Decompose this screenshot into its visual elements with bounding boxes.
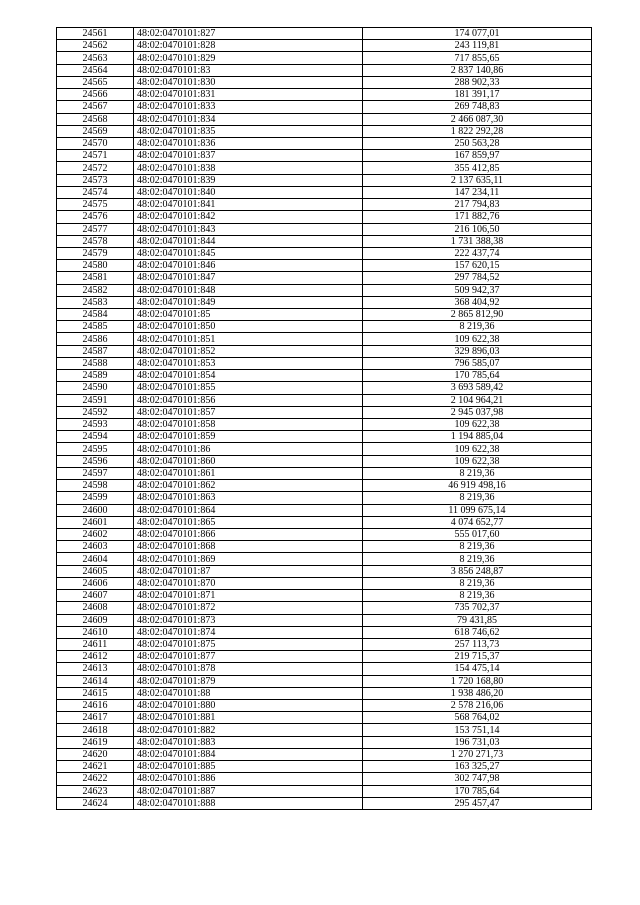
cadastral-number-cell: 48:02:0470101:852 bbox=[134, 345, 363, 357]
table-row bbox=[57, 101, 592, 113]
cadastral-number-cell: 48:02:0470101:856 bbox=[134, 394, 363, 406]
cadastral-value-cell: 2 865 812,90 bbox=[363, 309, 592, 321]
cadastral-value-cell: 1 938 486,20 bbox=[363, 687, 592, 699]
cadastral-number-cell: 48:02:0470101:880 bbox=[134, 700, 363, 712]
row-number-cell: 24578 bbox=[57, 235, 134, 247]
cadastral-number-cell: 48:02:0470101:86 bbox=[134, 443, 363, 455]
cadastral-number-cell: 48:02:0470101:863 bbox=[134, 492, 363, 504]
table-row bbox=[57, 651, 592, 663]
cadastral-value-cell: 216 106,50 bbox=[363, 223, 592, 235]
cadastral-number-cell: 48:02:0470101:840 bbox=[134, 186, 363, 198]
table-row bbox=[57, 174, 592, 186]
cadastral-value-cell: 8 219,36 bbox=[363, 553, 592, 565]
table-row bbox=[57, 345, 592, 357]
table-row bbox=[57, 419, 592, 431]
table-row bbox=[57, 443, 592, 455]
table-body bbox=[57, 28, 592, 810]
cadastral-number-cell: 48:02:0470101:839 bbox=[134, 174, 363, 186]
cadastral-value-table bbox=[56, 27, 592, 810]
table-row bbox=[57, 724, 592, 736]
cadastral-number-cell: 48:02:0470101:827 bbox=[134, 28, 363, 40]
cadastral-value-cell: 1 731 388,38 bbox=[363, 235, 592, 247]
table-row bbox=[57, 333, 592, 345]
table-row bbox=[57, 687, 592, 699]
cadastral-value-cell: 196 731,03 bbox=[363, 736, 592, 748]
cadastral-value-cell: 109 622,38 bbox=[363, 419, 592, 431]
table-row bbox=[57, 504, 592, 516]
table-row bbox=[57, 638, 592, 650]
row-number-cell: 24575 bbox=[57, 199, 134, 211]
cadastral-value-cell: 297 784,52 bbox=[363, 272, 592, 284]
table-row bbox=[57, 590, 592, 602]
table-row bbox=[57, 309, 592, 321]
cadastral-number-cell: 48:02:0470101:846 bbox=[134, 260, 363, 272]
cadastral-number-cell: 48:02:0470101:87 bbox=[134, 565, 363, 577]
cadastral-number-cell: 48:02:0470101:844 bbox=[134, 235, 363, 247]
cadastral-value-cell: 3 693 589,42 bbox=[363, 382, 592, 394]
table-row bbox=[57, 736, 592, 748]
row-number-cell: 24592 bbox=[57, 406, 134, 418]
table-row bbox=[57, 565, 592, 577]
row-number-cell: 24594 bbox=[57, 431, 134, 443]
cadastral-number-cell: 48:02:0470101:874 bbox=[134, 626, 363, 638]
table-row bbox=[57, 614, 592, 626]
cadastral-number-cell: 48:02:0470101:833 bbox=[134, 101, 363, 113]
row-number-cell: 24579 bbox=[57, 247, 134, 259]
row-number-cell: 24570 bbox=[57, 137, 134, 149]
cadastral-value-cell: 2 945 037,98 bbox=[363, 406, 592, 418]
row-number-cell: 24589 bbox=[57, 370, 134, 382]
row-number-cell: 24577 bbox=[57, 223, 134, 235]
cadastral-value-cell: 46 919 498,16 bbox=[363, 480, 592, 492]
table-row bbox=[57, 528, 592, 540]
cadastral-value-cell: 79 431,85 bbox=[363, 614, 592, 626]
cadastral-number-cell: 48:02:0470101:828 bbox=[134, 40, 363, 52]
cadastral-number-cell: 48:02:0470101:861 bbox=[134, 467, 363, 479]
row-number-cell: 24569 bbox=[57, 125, 134, 137]
row-number-cell: 24613 bbox=[57, 663, 134, 675]
cadastral-number-cell: 48:02:0470101:85 bbox=[134, 309, 363, 321]
cadastral-number-cell: 48:02:0470101:868 bbox=[134, 541, 363, 553]
row-number-cell: 24619 bbox=[57, 736, 134, 748]
cadastral-value-cell: 8 219,36 bbox=[363, 492, 592, 504]
cadastral-value-cell: 269 748,83 bbox=[363, 101, 592, 113]
table-row bbox=[57, 516, 592, 528]
table-row bbox=[57, 431, 592, 443]
cadastral-value-cell: 2 104 964,21 bbox=[363, 394, 592, 406]
cadastral-value-cell: 555 017,60 bbox=[363, 528, 592, 540]
cadastral-value-cell: 568 764,02 bbox=[363, 712, 592, 724]
row-number-cell: 24602 bbox=[57, 528, 134, 540]
row-number-cell: 24563 bbox=[57, 52, 134, 64]
row-number-cell: 24595 bbox=[57, 443, 134, 455]
row-number-cell: 24598 bbox=[57, 480, 134, 492]
row-number-cell: 24620 bbox=[57, 748, 134, 760]
cadastral-number-cell: 48:02:0470101:881 bbox=[134, 712, 363, 724]
row-number-cell: 24584 bbox=[57, 309, 134, 321]
cadastral-value-cell: 8 219,36 bbox=[363, 577, 592, 589]
cadastral-number-cell: 48:02:0470101:864 bbox=[134, 504, 363, 516]
cadastral-number-cell: 48:02:0470101:858 bbox=[134, 419, 363, 431]
table-row bbox=[57, 321, 592, 333]
cadastral-value-cell: 170 785,64 bbox=[363, 785, 592, 797]
cadastral-number-cell: 48:02:0470101:878 bbox=[134, 663, 363, 675]
table-row bbox=[57, 199, 592, 211]
row-number-cell: 24604 bbox=[57, 553, 134, 565]
cadastral-value-cell: 157 620,15 bbox=[363, 260, 592, 272]
row-number-cell: 24586 bbox=[57, 333, 134, 345]
cadastral-value-cell: 1 822 292,28 bbox=[363, 125, 592, 137]
row-number-cell: 24591 bbox=[57, 394, 134, 406]
table-row bbox=[57, 162, 592, 174]
cadastral-number-cell: 48:02:0470101:830 bbox=[134, 76, 363, 88]
table-row bbox=[57, 247, 592, 259]
cadastral-number-cell: 48:02:0470101:866 bbox=[134, 528, 363, 540]
cadastral-number-cell: 48:02:0470101:871 bbox=[134, 590, 363, 602]
cadastral-value-cell: 735 702,37 bbox=[363, 602, 592, 614]
cadastral-value-cell: 250 563,28 bbox=[363, 137, 592, 149]
table-row bbox=[57, 541, 592, 553]
cadastral-number-cell: 48:02:0470101:862 bbox=[134, 480, 363, 492]
row-number-cell: 24618 bbox=[57, 724, 134, 736]
cadastral-value-cell: 329 896,03 bbox=[363, 345, 592, 357]
row-number-cell: 24617 bbox=[57, 712, 134, 724]
cadastral-value-cell: 2 837 140,86 bbox=[363, 64, 592, 76]
table-row bbox=[57, 211, 592, 223]
cadastral-number-cell: 48:02:0470101:885 bbox=[134, 761, 363, 773]
cadastral-value-cell: 163 325,27 bbox=[363, 761, 592, 773]
row-number-cell: 24588 bbox=[57, 357, 134, 369]
cadastral-number-cell: 48:02:0470101:83 bbox=[134, 64, 363, 76]
table-row bbox=[57, 773, 592, 785]
cadastral-number-cell: 48:02:0470101:888 bbox=[134, 797, 363, 809]
cadastral-number-cell: 48:02:0470101:834 bbox=[134, 113, 363, 125]
cadastral-value-cell: 11 099 675,14 bbox=[363, 504, 592, 516]
cadastral-number-cell: 48:02:0470101:842 bbox=[134, 211, 363, 223]
row-number-cell: 24597 bbox=[57, 467, 134, 479]
cadastral-value-cell: 368 404,92 bbox=[363, 296, 592, 308]
cadastral-value-cell: 288 902,33 bbox=[363, 76, 592, 88]
table-row bbox=[57, 480, 592, 492]
table-row bbox=[57, 797, 592, 809]
cadastral-value-cell: 1 720 168,80 bbox=[363, 675, 592, 687]
cadastral-number-cell: 48:02:0470101:884 bbox=[134, 748, 363, 760]
row-number-cell: 24623 bbox=[57, 785, 134, 797]
cadastral-value-cell: 1 270 271,73 bbox=[363, 748, 592, 760]
table-row bbox=[57, 602, 592, 614]
cadastral-number-cell: 48:02:0470101:831 bbox=[134, 89, 363, 101]
table-row bbox=[57, 785, 592, 797]
cadastral-number-cell: 48:02:0470101:848 bbox=[134, 284, 363, 296]
row-number-cell: 24571 bbox=[57, 150, 134, 162]
cadastral-value-cell: 257 113,73 bbox=[363, 638, 592, 650]
row-number-cell: 24587 bbox=[57, 345, 134, 357]
row-number-cell: 24593 bbox=[57, 419, 134, 431]
cadastral-number-cell: 48:02:0470101:859 bbox=[134, 431, 363, 443]
table-row bbox=[57, 137, 592, 149]
row-number-cell: 24609 bbox=[57, 614, 134, 626]
row-number-cell: 24603 bbox=[57, 541, 134, 553]
cadastral-value-cell: 1 194 885,04 bbox=[363, 431, 592, 443]
cadastral-value-cell: 171 882,76 bbox=[363, 211, 592, 223]
cadastral-number-cell: 48:02:0470101:836 bbox=[134, 137, 363, 149]
cadastral-number-cell: 48:02:0470101:843 bbox=[134, 223, 363, 235]
row-number-cell: 24582 bbox=[57, 284, 134, 296]
cadastral-number-cell: 48:02:0470101:838 bbox=[134, 162, 363, 174]
cadastral-value-cell: 153 751,14 bbox=[363, 724, 592, 736]
cadastral-number-cell: 48:02:0470101:850 bbox=[134, 321, 363, 333]
cadastral-value-cell: 8 219,36 bbox=[363, 590, 592, 602]
cadastral-number-cell: 48:02:0470101:865 bbox=[134, 516, 363, 528]
table-row bbox=[57, 357, 592, 369]
row-number-cell: 24600 bbox=[57, 504, 134, 516]
table-row bbox=[57, 370, 592, 382]
cadastral-value-cell: 509 942,37 bbox=[363, 284, 592, 296]
cadastral-number-cell: 48:02:0470101:829 bbox=[134, 52, 363, 64]
row-number-cell: 24622 bbox=[57, 773, 134, 785]
table-row bbox=[57, 125, 592, 137]
row-number-cell: 24611 bbox=[57, 638, 134, 650]
cadastral-number-cell: 48:02:0470101:835 bbox=[134, 125, 363, 137]
table-row bbox=[57, 675, 592, 687]
row-number-cell: 24564 bbox=[57, 64, 134, 76]
cadastral-number-cell: 48:02:0470101:870 bbox=[134, 577, 363, 589]
cadastral-value-cell: 2 466 087,30 bbox=[363, 113, 592, 125]
row-number-cell: 24615 bbox=[57, 687, 134, 699]
cadastral-value-cell: 109 622,38 bbox=[363, 455, 592, 467]
row-number-cell: 24568 bbox=[57, 113, 134, 125]
row-number-cell: 24624 bbox=[57, 797, 134, 809]
table-row bbox=[57, 467, 592, 479]
cadastral-value-cell: 170 785,64 bbox=[363, 370, 592, 382]
row-number-cell: 24574 bbox=[57, 186, 134, 198]
cadastral-number-cell: 48:02:0470101:882 bbox=[134, 724, 363, 736]
cadastral-number-cell: 48:02:0470101:883 bbox=[134, 736, 363, 748]
cadastral-value-cell: 109 622,38 bbox=[363, 443, 592, 455]
cadastral-value-cell: 717 855,65 bbox=[363, 52, 592, 64]
cadastral-value-cell: 154 475,14 bbox=[363, 663, 592, 675]
table-row bbox=[57, 700, 592, 712]
cadastral-value-cell: 618 746,62 bbox=[363, 626, 592, 638]
table-row bbox=[57, 223, 592, 235]
cadastral-value-cell: 181 391,17 bbox=[363, 89, 592, 101]
cadastral-number-cell: 48:02:0470101:845 bbox=[134, 247, 363, 259]
cadastral-value-cell: 109 622,38 bbox=[363, 333, 592, 345]
table-row bbox=[57, 186, 592, 198]
table-row bbox=[57, 712, 592, 724]
row-number-cell: 24606 bbox=[57, 577, 134, 589]
table-row bbox=[57, 40, 592, 52]
cadastral-number-cell: 48:02:0470101:860 bbox=[134, 455, 363, 467]
table-row bbox=[57, 284, 592, 296]
row-number-cell: 24608 bbox=[57, 602, 134, 614]
cadastral-number-cell: 48:02:0470101:837 bbox=[134, 150, 363, 162]
cadastral-value-cell: 243 119,81 bbox=[363, 40, 592, 52]
row-number-cell: 24610 bbox=[57, 626, 134, 638]
table-row bbox=[57, 296, 592, 308]
cadastral-number-cell: 48:02:0470101:841 bbox=[134, 199, 363, 211]
row-number-cell: 24605 bbox=[57, 565, 134, 577]
cadastral-value-cell: 174 077,01 bbox=[363, 28, 592, 40]
row-number-cell: 24572 bbox=[57, 162, 134, 174]
cadastral-value-cell: 355 412,85 bbox=[363, 162, 592, 174]
cadastral-value-cell: 2 578 216,06 bbox=[363, 700, 592, 712]
cadastral-number-cell: 48:02:0470101:854 bbox=[134, 370, 363, 382]
table-row bbox=[57, 455, 592, 467]
table-row bbox=[57, 89, 592, 101]
cadastral-value-cell: 219 715,37 bbox=[363, 651, 592, 663]
row-number-cell: 24567 bbox=[57, 101, 134, 113]
table-row bbox=[57, 76, 592, 88]
cadastral-number-cell: 48:02:0470101:887 bbox=[134, 785, 363, 797]
row-number-cell: 24573 bbox=[57, 174, 134, 186]
cadastral-number-cell: 48:02:0470101:851 bbox=[134, 333, 363, 345]
row-number-cell: 24581 bbox=[57, 272, 134, 284]
cadastral-value-cell: 2 137 635,11 bbox=[363, 174, 592, 186]
cadastral-value-cell: 796 585,07 bbox=[363, 357, 592, 369]
cadastral-number-cell: 48:02:0470101:855 bbox=[134, 382, 363, 394]
row-number-cell: 24576 bbox=[57, 211, 134, 223]
cadastral-value-cell: 217 794,83 bbox=[363, 199, 592, 211]
row-number-cell: 24601 bbox=[57, 516, 134, 528]
cadastral-value-cell: 295 457,47 bbox=[363, 797, 592, 809]
cadastral-number-cell: 48:02:0470101:875 bbox=[134, 638, 363, 650]
cadastral-number-cell: 48:02:0470101:872 bbox=[134, 602, 363, 614]
cadastral-number-cell: 48:02:0470101:847 bbox=[134, 272, 363, 284]
cadastral-number-cell: 48:02:0470101:88 bbox=[134, 687, 363, 699]
cadastral-value-cell: 167 859,97 bbox=[363, 150, 592, 162]
table-row bbox=[57, 553, 592, 565]
cadastral-number-cell: 48:02:0470101:857 bbox=[134, 406, 363, 418]
row-number-cell: 24607 bbox=[57, 590, 134, 602]
row-number-cell: 24612 bbox=[57, 651, 134, 663]
row-number-cell: 24599 bbox=[57, 492, 134, 504]
table-row bbox=[57, 394, 592, 406]
cadastral-value-cell: 147 234,11 bbox=[363, 186, 592, 198]
cadastral-value-cell: 4 074 652,77 bbox=[363, 516, 592, 528]
cadastral-number-cell: 48:02:0470101:849 bbox=[134, 296, 363, 308]
cadastral-number-cell: 48:02:0470101:877 bbox=[134, 651, 363, 663]
table-row bbox=[57, 577, 592, 589]
cadastral-value-cell: 222 437,74 bbox=[363, 247, 592, 259]
row-number-cell: 24614 bbox=[57, 675, 134, 687]
row-number-cell: 24566 bbox=[57, 89, 134, 101]
table-row bbox=[57, 113, 592, 125]
table-row bbox=[57, 492, 592, 504]
cadastral-value-cell: 8 219,36 bbox=[363, 321, 592, 333]
row-number-cell: 24565 bbox=[57, 76, 134, 88]
cadastral-number-cell: 48:02:0470101:869 bbox=[134, 553, 363, 565]
cadastral-value-cell: 8 219,36 bbox=[363, 541, 592, 553]
table-row bbox=[57, 382, 592, 394]
row-number-cell: 24616 bbox=[57, 700, 134, 712]
cadastral-value-cell: 8 219,36 bbox=[363, 467, 592, 479]
table-row bbox=[57, 52, 592, 64]
row-number-cell: 24583 bbox=[57, 296, 134, 308]
cadastral-number-cell: 48:02:0470101:853 bbox=[134, 357, 363, 369]
row-number-cell: 24585 bbox=[57, 321, 134, 333]
cadastral-number-cell: 48:02:0470101:879 bbox=[134, 675, 363, 687]
table-row bbox=[57, 64, 592, 76]
table-row bbox=[57, 663, 592, 675]
row-number-cell: 24590 bbox=[57, 382, 134, 394]
row-number-cell: 24580 bbox=[57, 260, 134, 272]
table-row bbox=[57, 406, 592, 418]
table-row bbox=[57, 761, 592, 773]
table-row bbox=[57, 626, 592, 638]
cadastral-value-cell: 3 856 248,87 bbox=[363, 565, 592, 577]
cadastral-number-cell: 48:02:0470101:873 bbox=[134, 614, 363, 626]
table-row bbox=[57, 260, 592, 272]
cadastral-value-cell: 302 747,98 bbox=[363, 773, 592, 785]
table-row bbox=[57, 272, 592, 284]
table-row bbox=[57, 748, 592, 760]
row-number-cell: 24621 bbox=[57, 761, 134, 773]
table-row bbox=[57, 150, 592, 162]
table-row bbox=[57, 235, 592, 247]
row-number-cell: 24561 bbox=[57, 28, 134, 40]
row-number-cell: 24562 bbox=[57, 40, 134, 52]
table-row bbox=[57, 28, 592, 40]
row-number-cell: 24596 bbox=[57, 455, 134, 467]
cadastral-number-cell: 48:02:0470101:886 bbox=[134, 773, 363, 785]
